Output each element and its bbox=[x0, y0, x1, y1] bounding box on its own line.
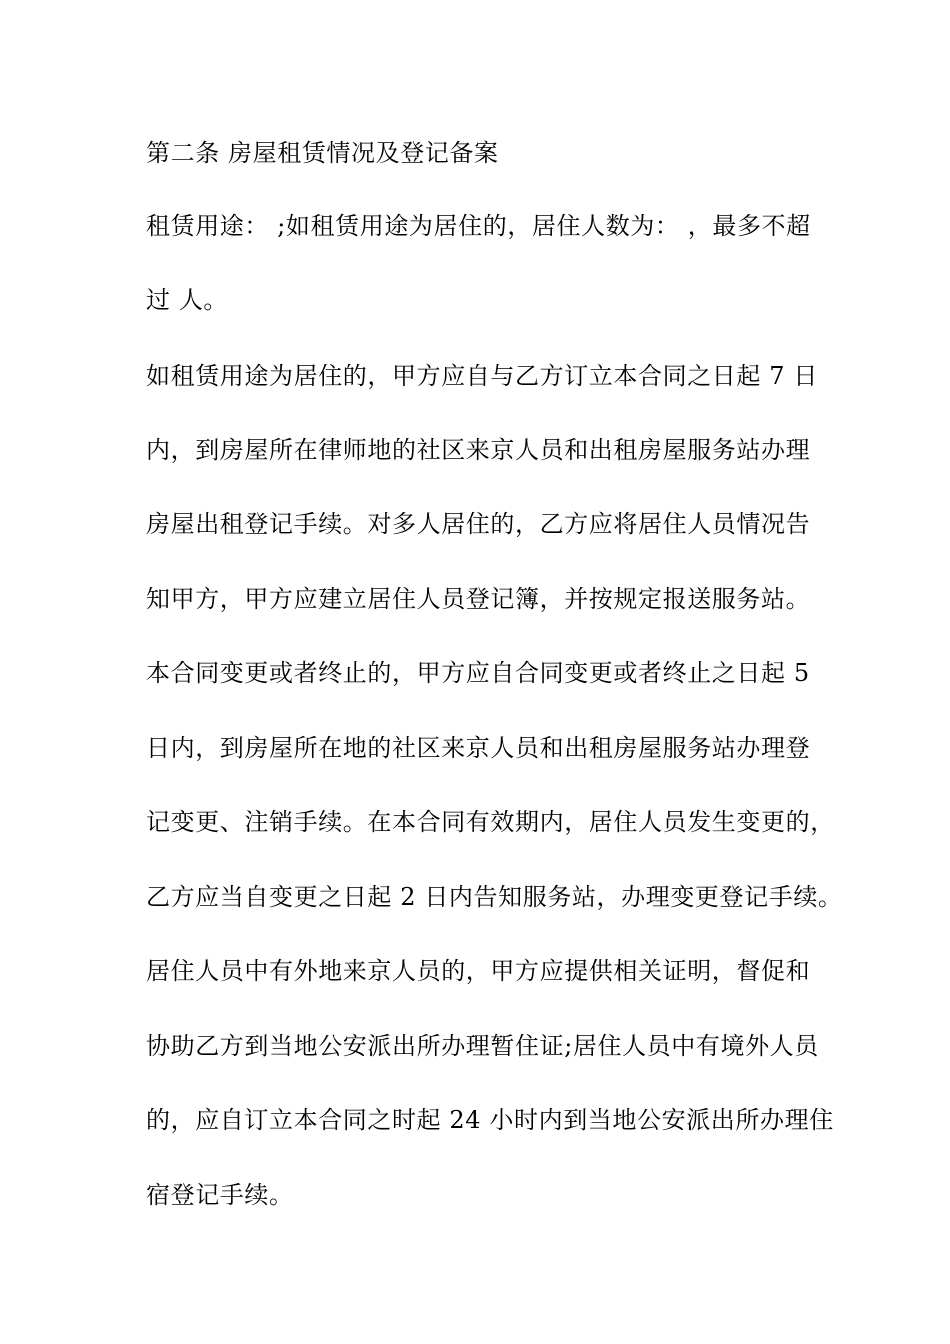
text-line-11: 居住人员中有外地来京人员的，甲方应提供相关证明，督促和 bbox=[146, 957, 811, 985]
text-line-2: 过 人。 bbox=[146, 286, 229, 314]
text-line-14: 宿登记手续。 bbox=[146, 1181, 294, 1209]
text-line-3: 如租赁用途为居住的，甲方应自与乙方订立本合同之日起 7 日 bbox=[146, 362, 818, 390]
text-line-9: 记变更、注销手续。在本合同有效期内，居住人员发生变更的， bbox=[146, 808, 835, 836]
text-line-6: 知甲方，甲方应建立居住人员登记簿，并按规定报送服务站。 bbox=[146, 585, 811, 613]
text-line-1: 租赁用途： ;如租赁用途为居住的，居住人数为： ，最多不超 bbox=[146, 212, 811, 240]
section-heading: 第二条 房屋租赁情况及登记备案 bbox=[146, 139, 499, 167]
text-line-12: 协助乙方到当地公安派出所办理暂住证;居住人员中有境外人员 bbox=[146, 1032, 819, 1060]
text-line-4: 内，到房屋所在律师地的社区来京人员和出租房屋服务站办理 bbox=[146, 436, 811, 464]
text-line-13: 的，应自订立本合同之时起 24 小时内到当地公安派出所办理住 bbox=[146, 1106, 834, 1134]
text-line-7: 本合同变更或者终止的，甲方应自合同变更或者终止之日起 5 bbox=[146, 659, 810, 687]
text-line-8: 日内，到房屋所在地的社区来京人员和出租房屋服务站办理登 bbox=[146, 734, 811, 762]
text-line-5: 房屋出租登记手续。对多人居住的，乙方应将居住人员情况告 bbox=[146, 510, 811, 538]
text-line-10: 乙方应当自变更之日起 2 日内告知服务站，办理变更登记手续。 bbox=[146, 883, 843, 911]
